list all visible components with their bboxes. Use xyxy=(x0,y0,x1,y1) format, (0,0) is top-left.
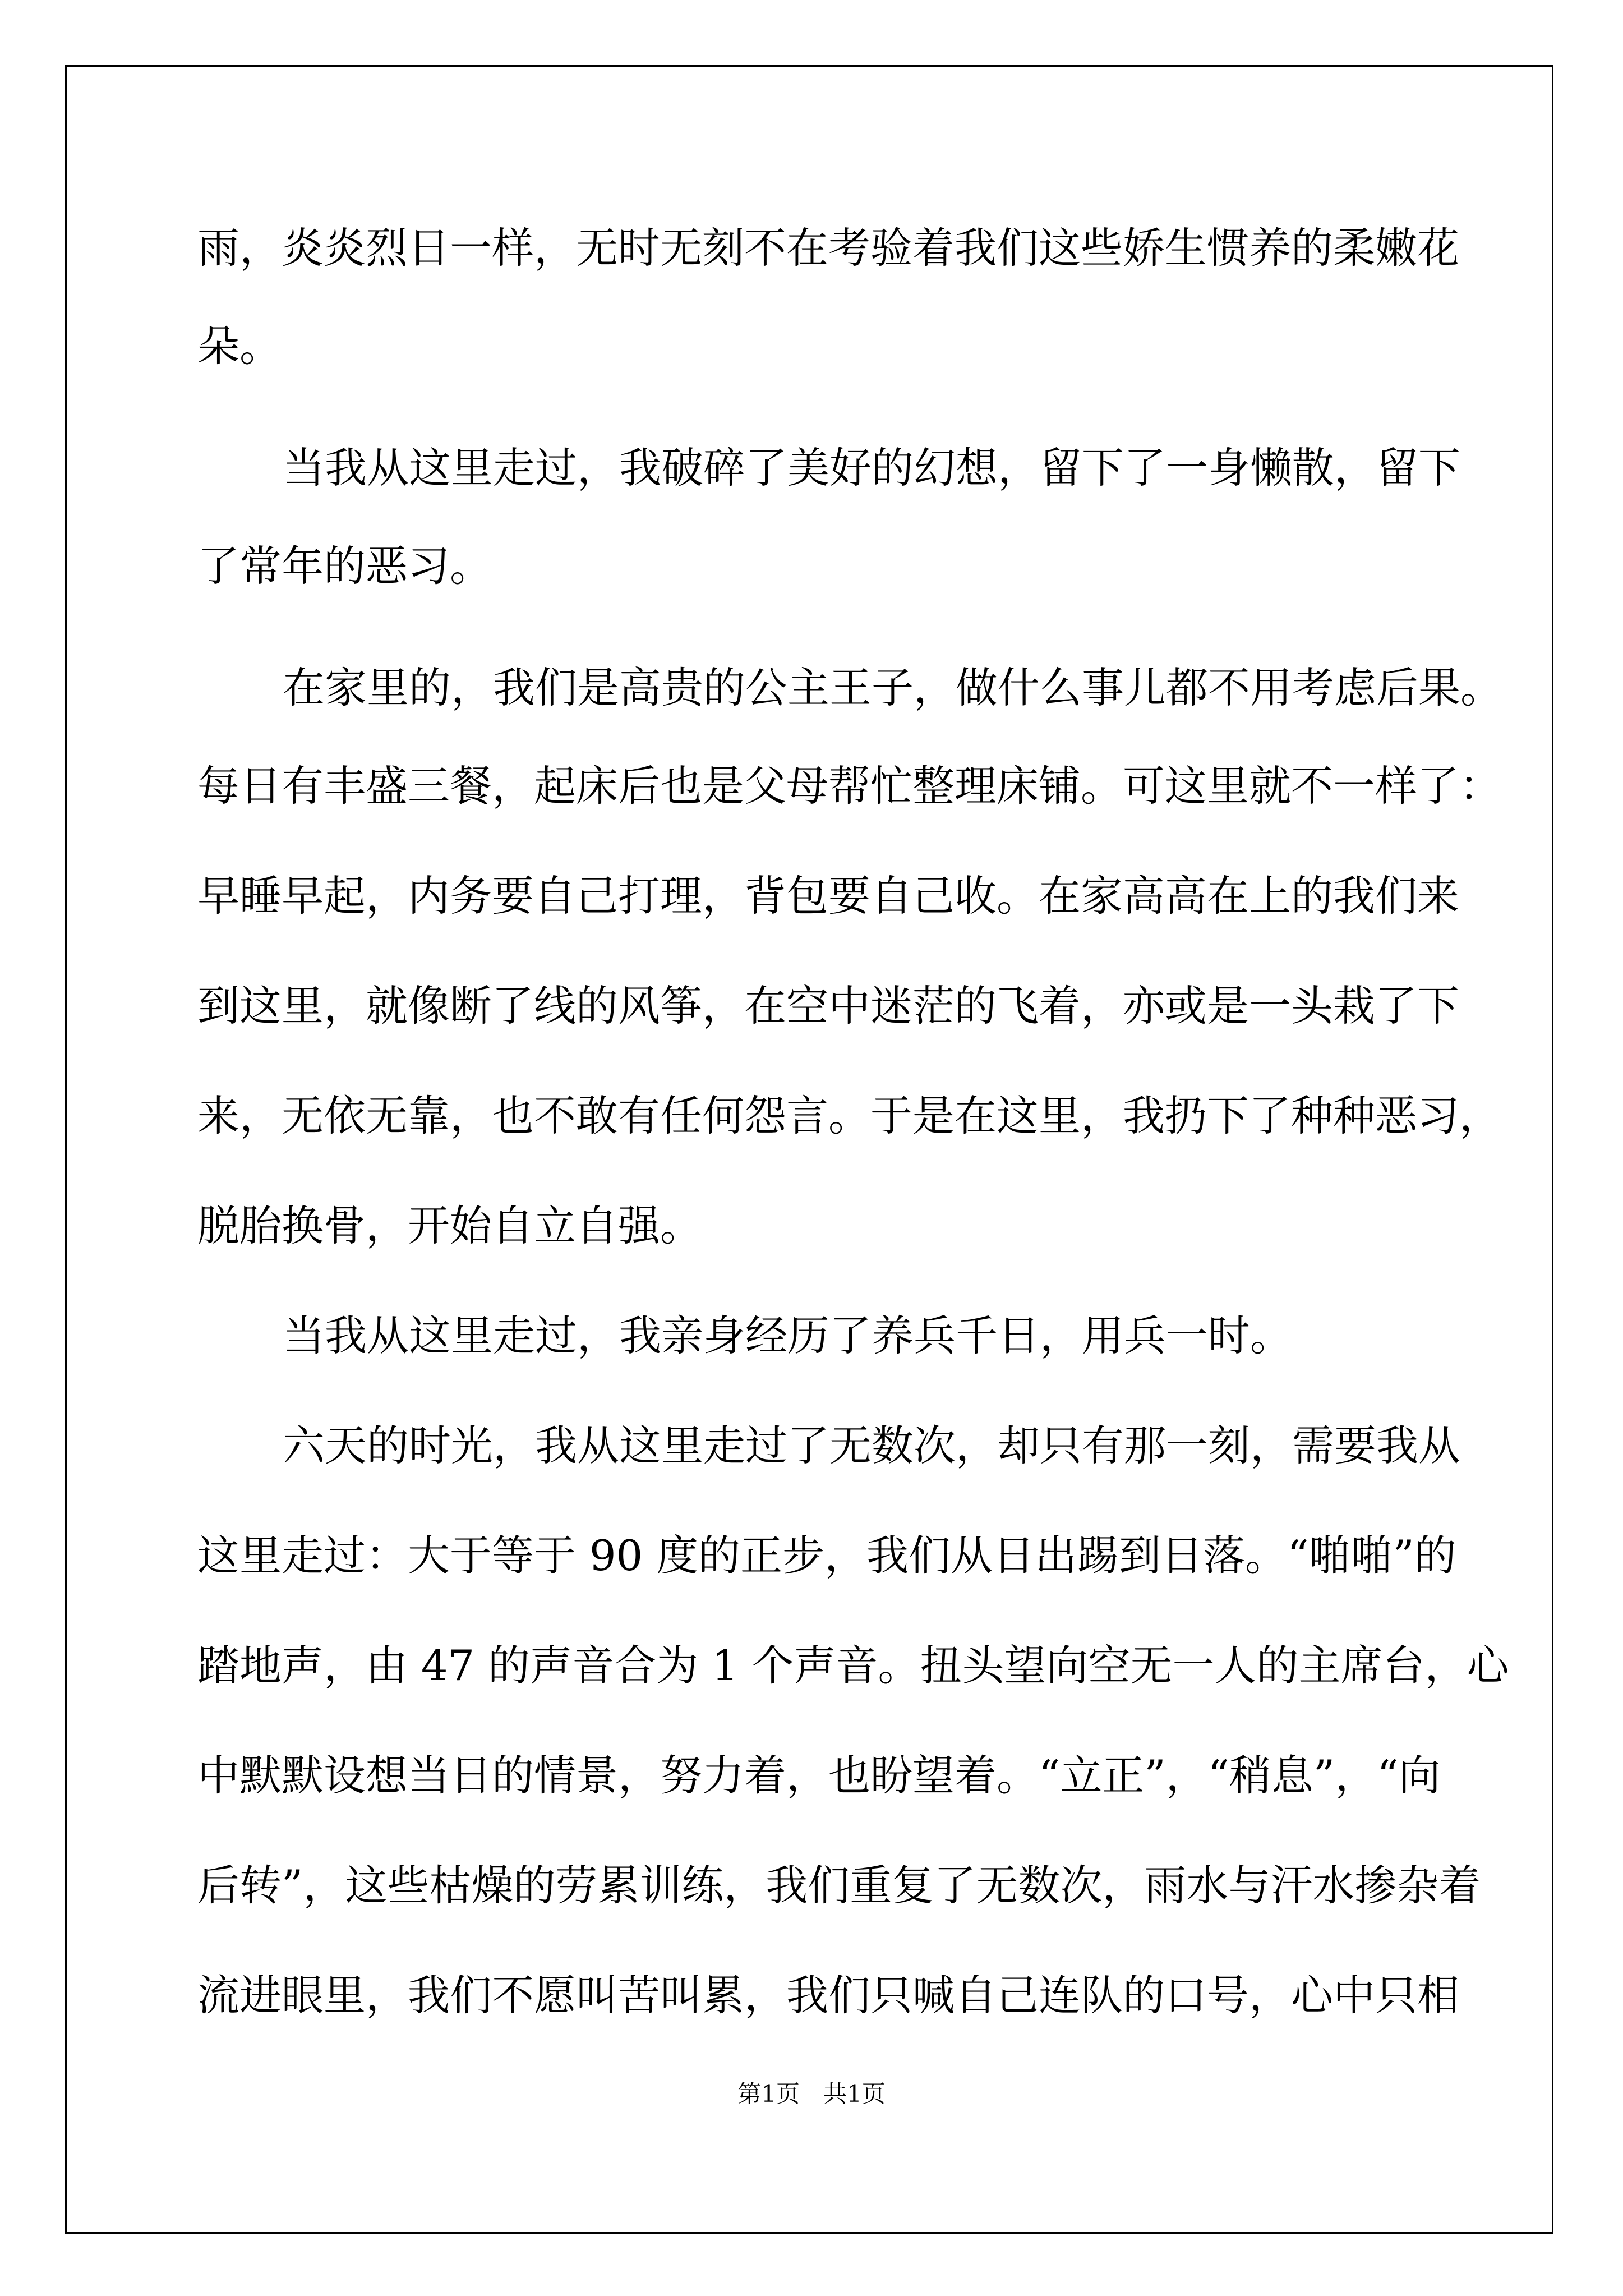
text-line: 每日有丰盛三餐，起床后也是父母帮忙整理床铺。可这里就不一样了： xyxy=(197,761,1502,811)
text-line: 雨，炎炎烈日一样，无时无刻不在考验着我们这些娇生惯养的柔嫩花 xyxy=(197,223,1460,273)
text-line: 当我从这里走过，我亲身经历了养兵千日，用兵一时。 xyxy=(283,1311,1293,1360)
text-line: 这里走过：大于等于 90 度的正步，我们从日出踢到日落。“啪啪”的 xyxy=(197,1531,1456,1580)
text-line: 早睡早起，内务要自己打理，背包要自己收。在家高高在上的我们来 xyxy=(197,871,1460,921)
text-line: 当我从这里走过，我破碎了美好的幻想，留下了一身懒散，留下 xyxy=(283,443,1461,493)
text-line: 后转”，这些枯燥的劳累训练，我们重复了无数次，雨水与汗水掺杂着 xyxy=(197,1861,1481,1910)
text-line: 六天的时光，我从这里走过了无数次，却只有那一刻，需要我从 xyxy=(283,1421,1461,1470)
text-line: 了常年的恶习。 xyxy=(197,541,492,591)
text-line: 到这里，就像断了线的风筝，在空中迷茫的飞着，亦或是一头栽了下 xyxy=(197,981,1460,1030)
text-line: 中默默设想当日的情景，努力着，也盼望着。“立正”，“稍息”，“向 xyxy=(197,1751,1441,1800)
page-number-footer: 第1页 共1页 xyxy=(737,2080,886,2108)
text-line: 来，无依无靠，也不敢有任何怨言。于是在这里，我扔下了种种恶习， xyxy=(197,1091,1502,1140)
text-line: 朵。 xyxy=(197,321,282,371)
text-line: 在家里的，我们是高贵的公主王子，做什么事儿都不用考虑后果。 xyxy=(283,663,1503,712)
text-line: 脱胎换骨，开始自立自强。 xyxy=(197,1201,703,1250)
text-line: 踏地声，由 47 的声音合为 1 个声音。扭头望向空无一人的主席台，心 xyxy=(197,1641,1509,1690)
text-line: 流进眼里，我们不愿叫苦叫累，我们只喊自己连队的口号，心中只相 xyxy=(197,1971,1460,2020)
